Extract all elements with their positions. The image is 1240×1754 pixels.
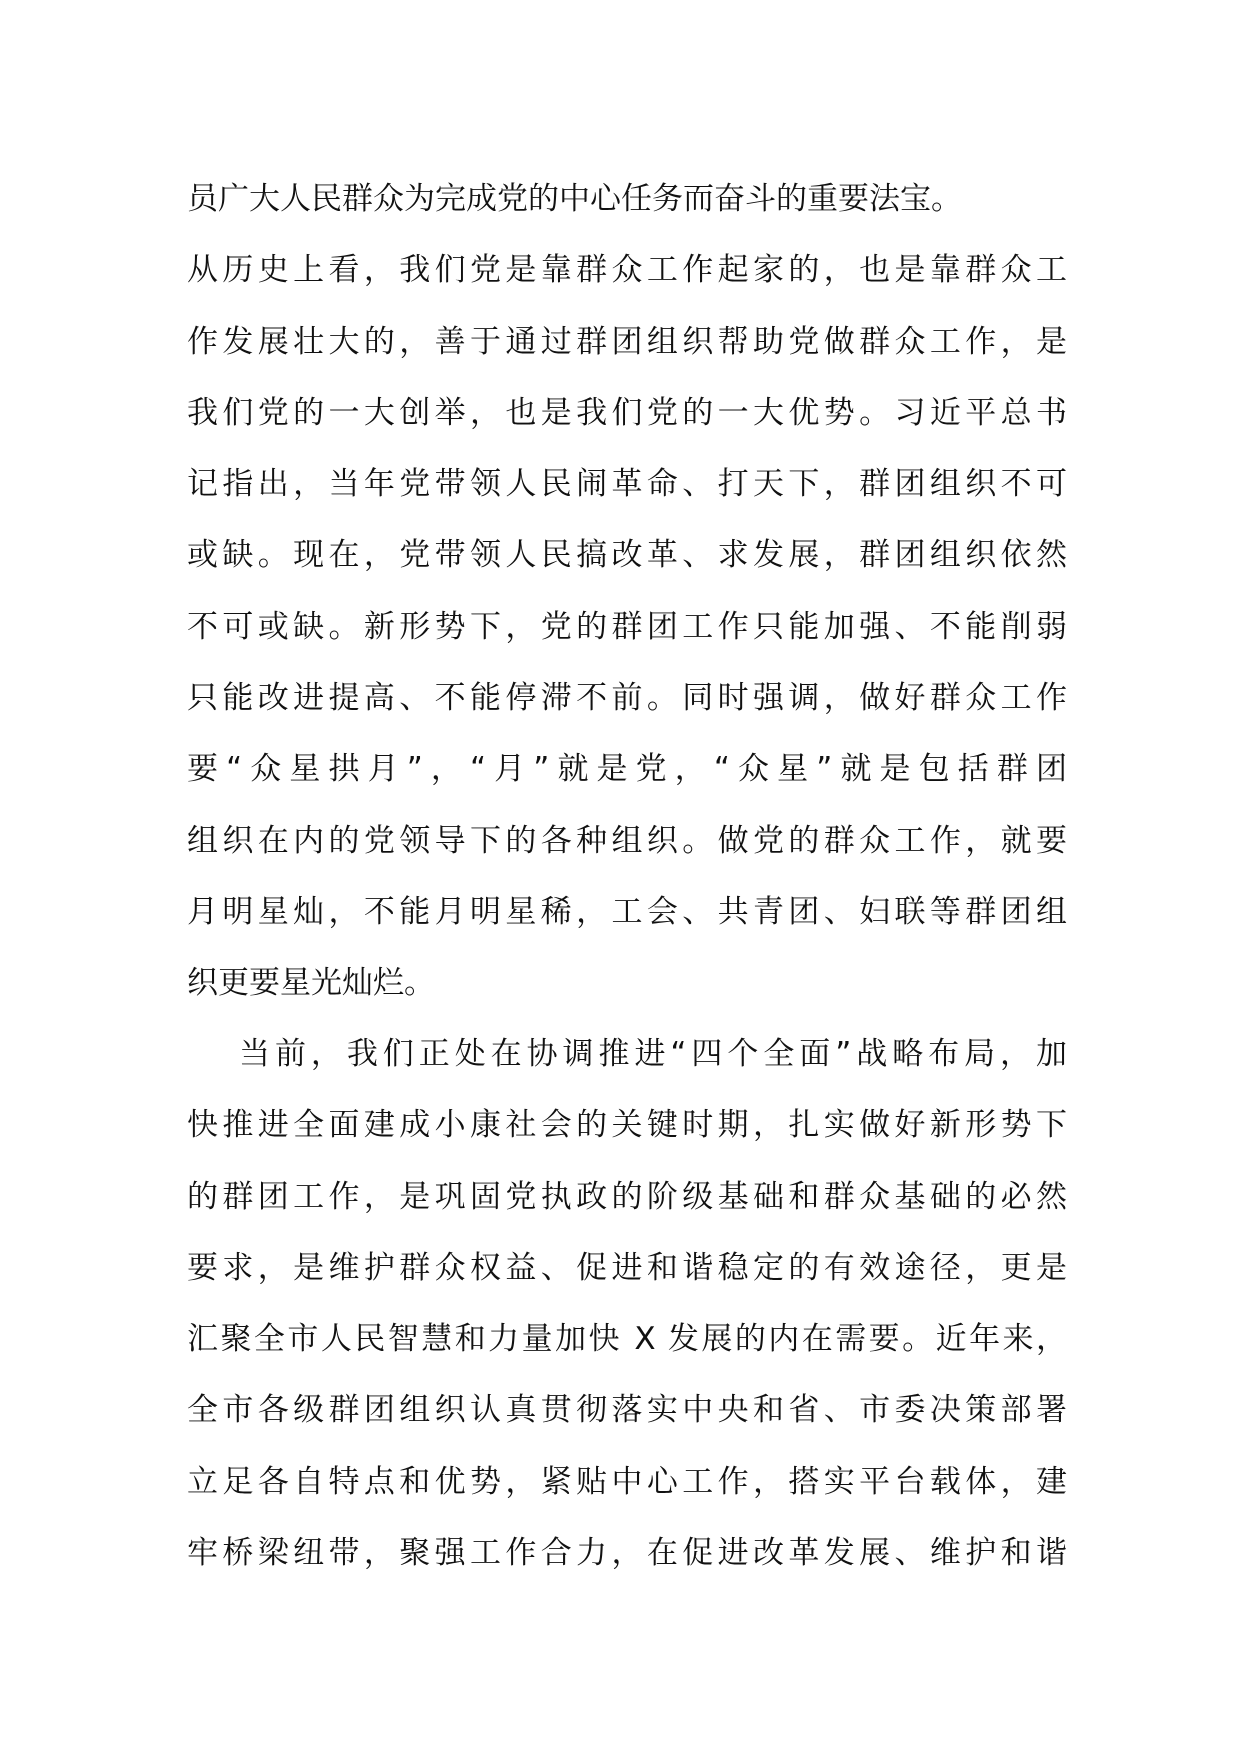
text-line: 只能改进提高、不能停滞不前。同时强调，做好群众工作 xyxy=(187,680,1067,717)
paragraph-2 xyxy=(187,1019,1067,1589)
text-line: 要求，是维护群众权益、促进和谐稳定的有效途径，更是 xyxy=(187,1249,1067,1286)
text-line: 作发展壮大的，善于通过群团组织帮助党做群众工作，是 xyxy=(187,323,1067,360)
text-line: 员广大人民群众为完成党的中心任务而奋斗的重要法宝。 xyxy=(187,181,962,217)
text-line: 组织在内的党领导下的各种组织。做党的群众工作，就要 xyxy=(187,822,1067,859)
text-line: 不可或缺。新形势下，党的群团工作只能加强、不能削弱 xyxy=(187,608,1067,645)
text-line: 要“众星拱月”，“月”就是党，“众星”就是包括群团 xyxy=(187,751,1067,788)
text-line: 全市各级群团组织认真贯彻落实中央和省、市委决策部署 xyxy=(187,1392,1067,1429)
text-line: 我们党的一大创举，也是我们党的一大优势。习近平总书 xyxy=(187,394,1067,431)
text-line: 记指出，当年党带领人民闹革命、打天下，群团组织不可 xyxy=(187,466,1067,503)
text-line: 汇聚全市人民智慧和力量加快 X 发展的内在需要。近年来， xyxy=(187,1321,1067,1358)
text-line: 当前，我们正处在协调推进“四个全面”战略布局，加 xyxy=(239,1036,1067,1072)
text-line: 立足各自特点和优势，紧贴中心工作，搭实平台载体，建 xyxy=(187,1463,1067,1500)
text-line: 牢桥梁纽带，聚强工作合力，在促进改革发展、维护和谐 xyxy=(187,1535,1067,1572)
text-line: 月明星灿，不能月明星稀，工会、共青团、妇联等群团组 xyxy=(187,893,1067,930)
text-line: 或缺。现在，党带领人民搞改革、求发展，群团组织依然 xyxy=(187,537,1067,574)
paragraph-1 xyxy=(187,164,1067,1020)
text-line: 从历史上看，我们党是靠群众工作起家的，也是靠群众工 xyxy=(187,252,1067,289)
text-line: 的群团工作，是巩固党执政的阶级基础和群众基础的必然 xyxy=(187,1178,1067,1215)
text-line: 织更要星光灿烂。 xyxy=(187,965,435,1002)
text-line: 快推进全面建成小康社会的关键时期，扎实做好新形势下 xyxy=(187,1107,1067,1144)
